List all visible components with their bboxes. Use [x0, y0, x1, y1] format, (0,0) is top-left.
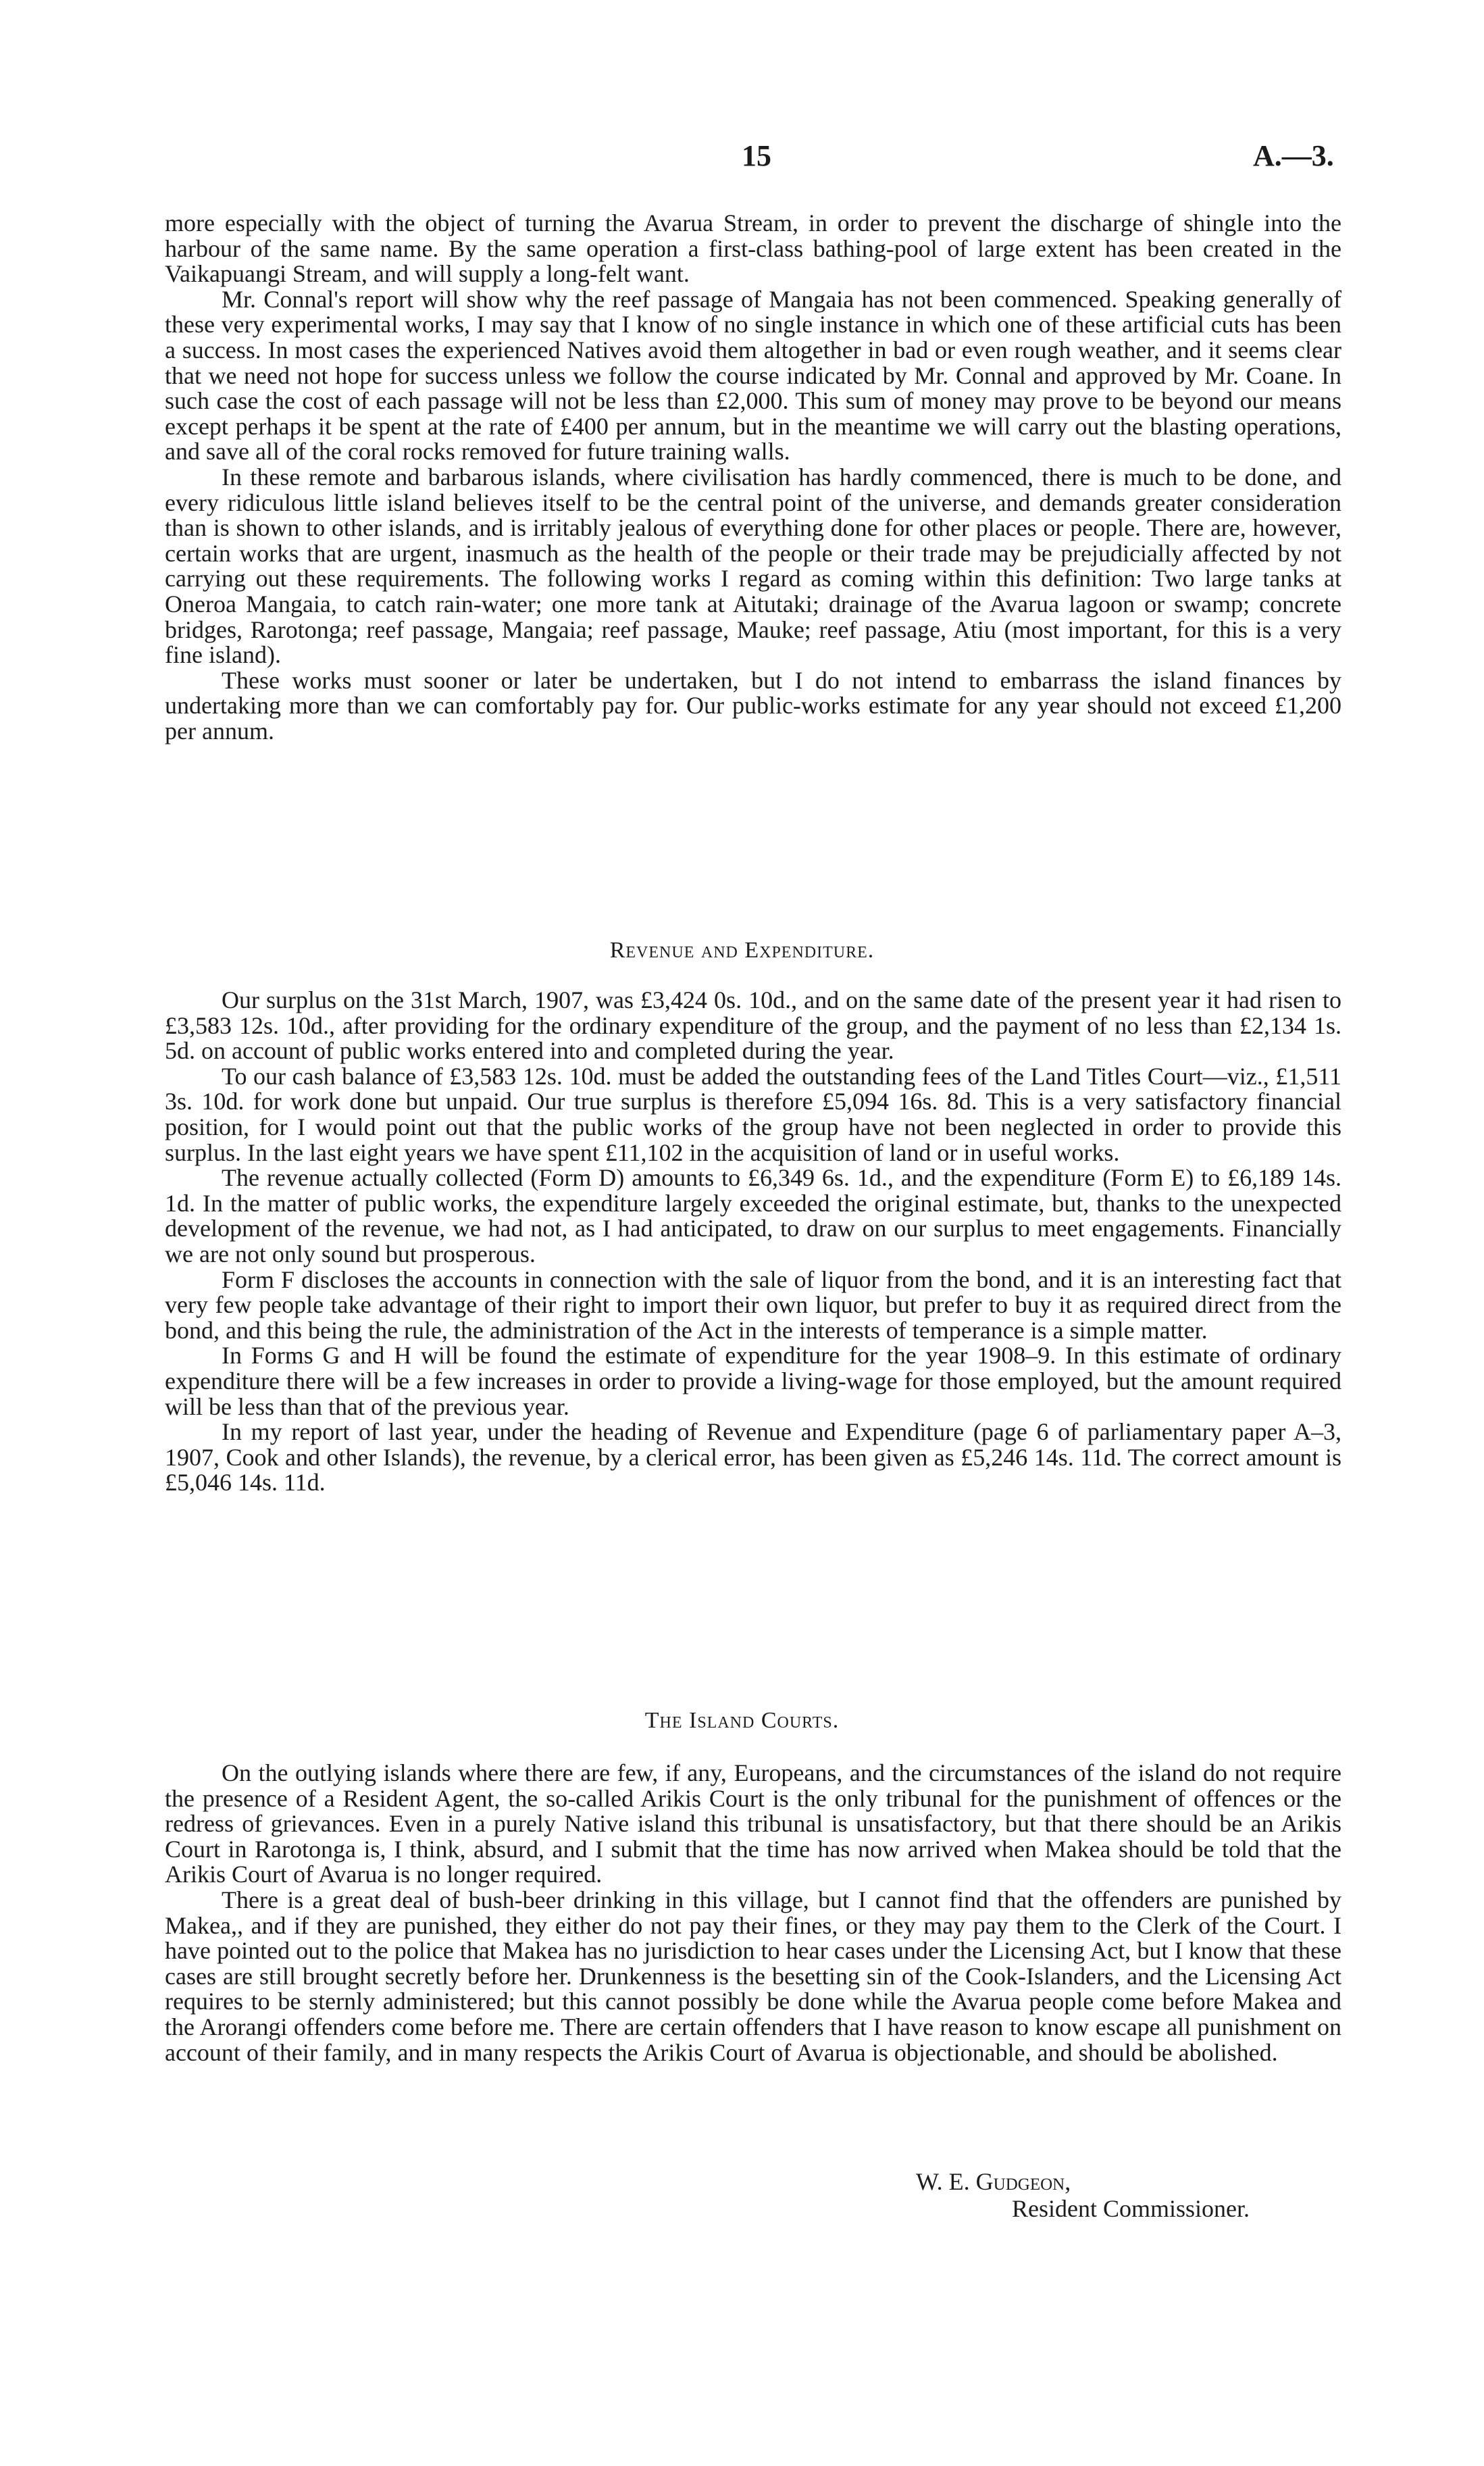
paragraph: Form F discloses the accounts in connection with the sale of liquor from the bond, and it is an interesting fact that very few people take advantage of their right to import their own liquor, but prefer to buy it as required direct from the bond, and this being the rule, the administration of the Act in the interests of temperance is a simple matter.: [165, 1265, 1341, 1344]
section-heading-revenue: Revenue and Expenditure.: [609, 938, 875, 963]
revenue-section-body: [165, 988, 1341, 1496]
page-number: 15: [742, 139, 771, 172]
paper-reference: A.—3.: [1253, 139, 1334, 172]
paragraph: The revenue actually collected (Form D) amounts to £6,349 6s. 1d., and the expenditure (Form E) to £6,189 14s. 1d. In the matter of public works, the expenditure largely exceeded the original estimate, but, thanks to the unexpected development of the revenue, we had not, as I had anticipated, to draw on our surplus to meet engagements. Financially we are not only sound but prosperous.: [165, 1164, 1341, 1267]
signatory-title: Resident Commissioner.: [1012, 2195, 1250, 2222]
paragraph: In Forms G and H will be found the estimate of expenditure for the year 1908–9. In this estimate of ordinary expenditure there will be a few increases in order to provide a living-wage for those employed, but the amount required will be less than that of the previous year.: [165, 1342, 1341, 1420]
page-header: [0, 139, 1484, 179]
signatory-name: W. E. Gudgeon,: [916, 2168, 1071, 2195]
paragraph: Our surplus on the 31st March, 1907, was £3,424 0s. 10d., and on the same date of the present year it had risen to £3,583 12s. 10d., after providing for the ordinary expenditure of the group, and the payment of no less than £2,134 1s. 5d. on account of public works entered into and completed during the year.: [165, 986, 1341, 1065]
public-works-continuation: [165, 211, 1341, 744]
paragraph: more especially with the object of turning the Avarua Stream, in order to prevent the discharge of shingle into the harbour of the same name. By the same operation a first-class bathing-pool of large extent has been created in the Vaikapuangi Stream, and will supply a long-felt want.: [165, 209, 1341, 288]
paragraph: These works must sooner or later be undertaken, but I do not intend to embarrass the island finances by undertaking more than we can comfortably pay for. Our public-works estimate for any year should not exceed £1,200 per annum.: [165, 666, 1341, 745]
paragraph: Mr. Connal's report will show why the reef passage of Mangaia has not been commenced. Speaking generally of these very experimental works, I may say that I know of no single instance in which one of these artificial cuts has been a success. In most cases the experienced Natives avoid them altogether in bad or even rough weather, and it seems clear that we need not hope for success unless we follow the course indicated by Mr. Connal and approved by Mr. Coane. In such case the cost of each passage will not be less than £2,000. This sum of money may prove to be beyond our means except perhaps it be spent at the rate of £400 per annum, but in the meantime we will carry out the blasting operations, and save all of the coral rocks removed for future training walls.: [165, 285, 1341, 465]
paragraph: To our cash balance of £3,583 12s. 10d. must be added the outstanding fees of the Land Titles Court—viz., £1,511 3s. 10d. for work done but unpaid. Our true surplus is therefore £5,094 16s. 8d. This is a very satisfactory financial position, for I would point out that the public works of the group have not been neglected in order to provide this surplus. In the last eight years we have spent £11,102 in the acquisition of land or in useful works.: [165, 1062, 1341, 1166]
paragraph: On the outlying islands where there are few, if any, Europeans, and the circumstances of the island do not require the presence of a Resident Agent, the so-called Arikis Court is the only tribunal for the punishment of offences or the redress of grievances. Even in a purely Native island this tribunal is unsatisfactory, but that there should be an Arikis Court in Rarotonga is, I think, absurd, and I submit that the time has now arrived when Makea should be told that the Arikis Court of Avarua is no longer required.: [165, 1759, 1341, 1888]
paragraph: In these remote and barbarous islands, where civilisation has hardly commenced, there is much to be done, and every ridiculous little island believes itself to be the central point of the universe, and demands greater consideration than is shown to other islands, and is irritably jealous of everything done for other places or people. There are, however, certain works that are urgent, inasmuch as the health of the people or their trade may be prejudicially affected by not carrying out these requirements. The following works I regard as coming within this definition: Two large tanks at Oneroa Mangaia, to catch rain-water; one more tank at Aitutaki; drainage of the Avarua lagoon or swamp; concrete bridges, Rarotonga; reef passage, Mangaia; reef passage, Mauke; reef passage, Atiu (most important, for this is a very fine island).: [165, 463, 1341, 669]
paragraph: There is a great deal of bush-beer drinking in this village, but I cannot find that the offenders are punished by Makea,, and if they are punished, they either do not pay their fines, or they may pay them to the Clerk of the Court. I have pointed out to the police that Makea has no jurisdiction to hear cases under the Licensing Act, but I know that these cases are still brought secretly before her. Drunkenness is the besetting sin of the Cook-Islanders, and the Licensing Act requires to be sternly administered; but this cannot possibly be done while the Avarua people come before Makea and the Arorangi offenders come before me. There are certain offenders that I have reason to know escape all punishment on account of their family, and in many respects the Arikis Court of Avarua is objectionable, and should be abolished.: [165, 1886, 1341, 2066]
island-courts-body: [165, 1761, 1341, 2065]
section-heading-island-courts: The Island Courts.: [644, 1708, 840, 1733]
paragraph: In my report of last year, under the heading of Revenue and Expenditure (page 6 of parliamentary paper A–3, 1907, Cook and other Islands), the revenue, by a clerical error, has been given as £5,246 14s. 11d. The correct amount is £5,046 14s. 11d.: [165, 1418, 1341, 1496]
